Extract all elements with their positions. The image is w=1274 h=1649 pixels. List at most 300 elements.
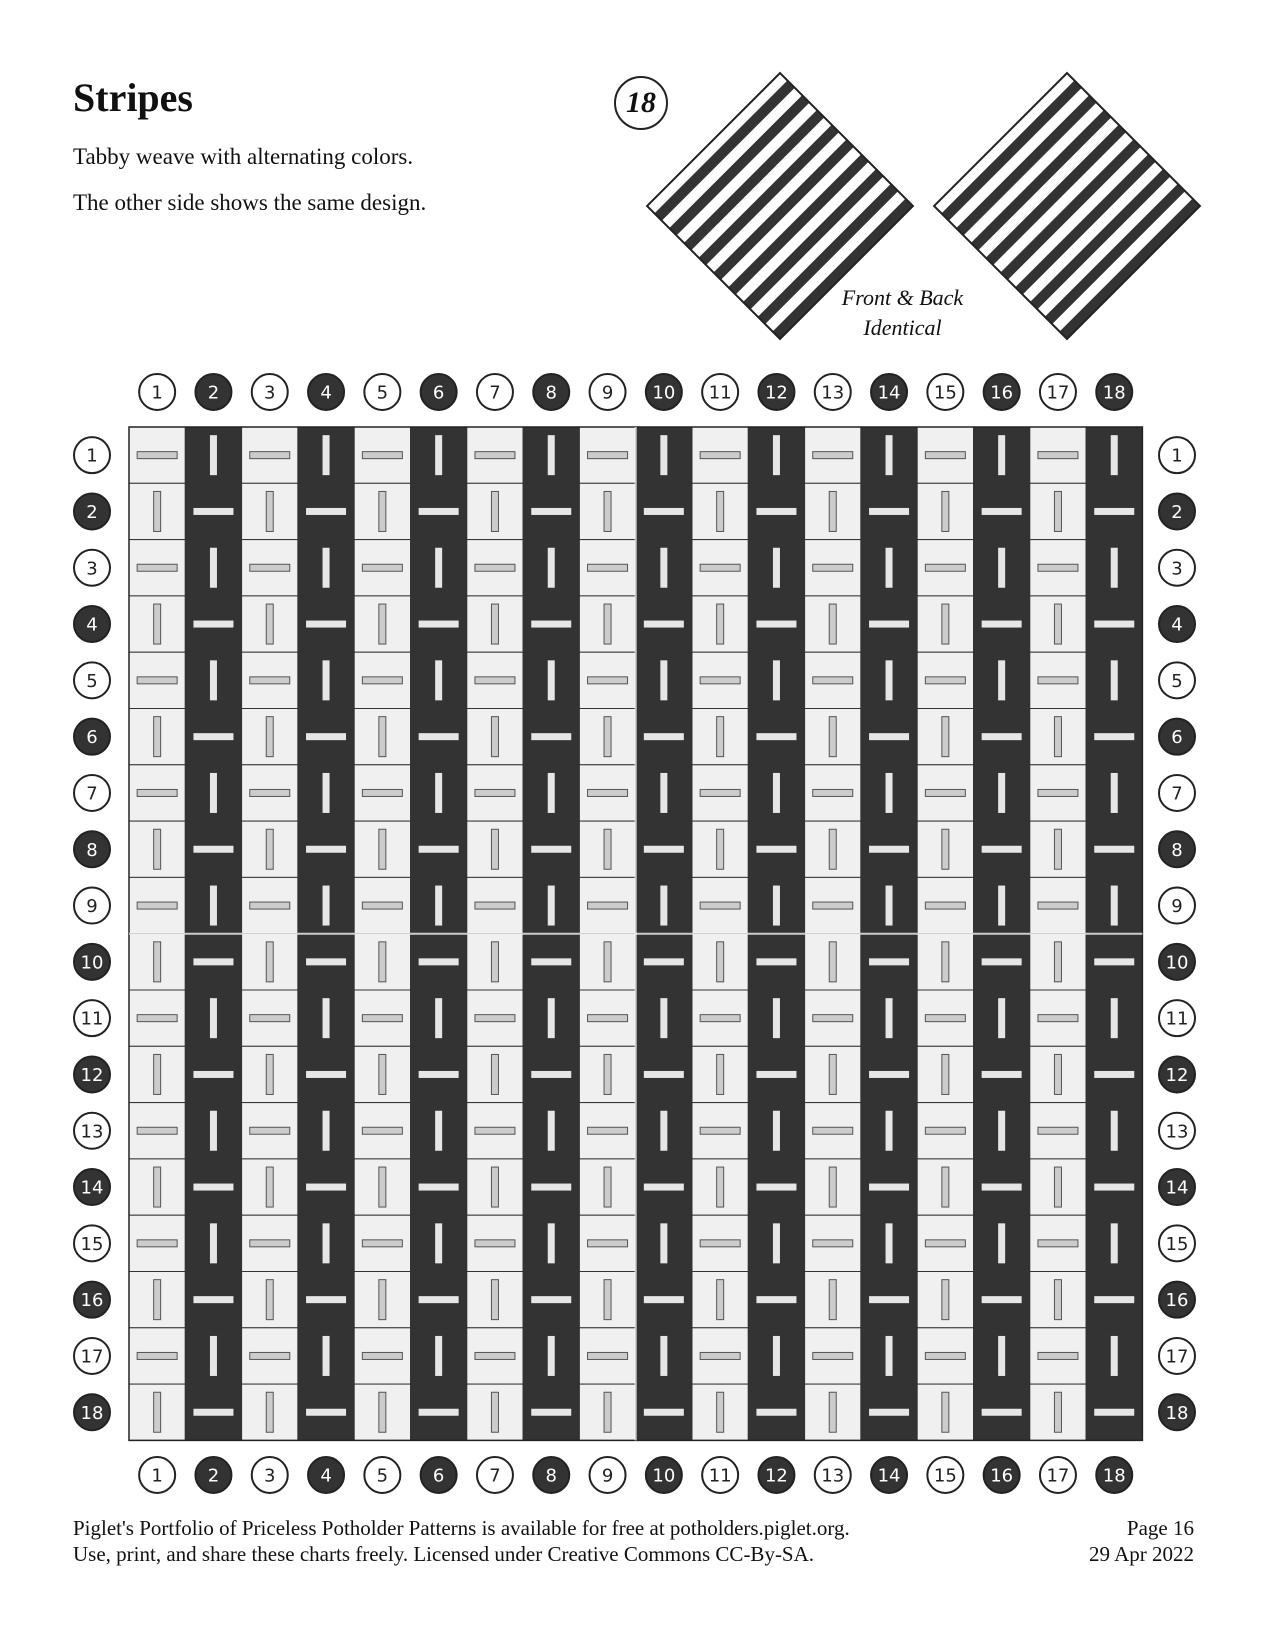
row-number-left xyxy=(74,888,110,924)
cell-mark-vertical xyxy=(1111,773,1118,813)
cell-mark-horizontal xyxy=(419,1409,459,1416)
cell-mark-vertical xyxy=(660,660,667,700)
cell-mark-horizontal xyxy=(644,846,684,853)
cell-mark-vertical xyxy=(210,773,217,813)
cell-mark-horizontal xyxy=(362,789,402,796)
row-number-left-label: 7 xyxy=(86,783,98,805)
cell-mark-horizontal xyxy=(137,1015,177,1022)
row-number-right xyxy=(1159,1338,1195,1374)
cell-mark-vertical xyxy=(1054,1392,1061,1432)
cell-mark-horizontal xyxy=(250,452,290,459)
cell-mark-horizontal xyxy=(362,452,402,459)
cell-mark-vertical xyxy=(717,717,724,757)
cell-mark-vertical xyxy=(604,604,611,644)
cell-mark-horizontal xyxy=(588,1352,628,1359)
column-number-bottom-label: 5 xyxy=(376,1465,389,1487)
column-number-top-label: 15 xyxy=(933,382,957,404)
column-number-bottom xyxy=(758,1457,794,1493)
cell-mark-vertical xyxy=(942,942,949,982)
row-number-right xyxy=(1159,662,1195,698)
cell-mark-horizontal xyxy=(1038,1240,1078,1247)
column-number-bottom xyxy=(1096,1457,1132,1493)
cell-mark-vertical xyxy=(548,773,555,813)
row-number-left xyxy=(74,1225,110,1261)
cell-mark-vertical xyxy=(491,604,498,644)
cell-mark-vertical xyxy=(323,660,330,700)
column-number-top xyxy=(927,374,963,410)
cell-mark-horizontal xyxy=(306,508,346,515)
cell-mark-horizontal xyxy=(475,452,515,459)
footer-license xyxy=(73,1515,850,1567)
column-number-bottom-label: 15 xyxy=(933,1465,957,1487)
row-number-right xyxy=(1159,1394,1195,1430)
cell-mark-vertical xyxy=(435,886,442,926)
cell-mark-vertical xyxy=(323,1111,330,1151)
cell-mark-vertical xyxy=(998,1223,1005,1263)
cell-mark-vertical xyxy=(210,1111,217,1151)
cell-mark-horizontal xyxy=(531,1184,571,1191)
column-number-top-label: 4 xyxy=(320,382,332,404)
cell-mark-vertical xyxy=(154,1167,161,1207)
cell-mark-vertical xyxy=(154,491,161,531)
cell-mark-vertical xyxy=(379,1392,386,1432)
cell-mark-horizontal xyxy=(475,677,515,684)
cell-mark-horizontal xyxy=(193,1071,233,1078)
cell-mark-horizontal xyxy=(869,846,909,853)
cell-mark-horizontal xyxy=(306,733,346,740)
cell-mark-horizontal xyxy=(756,508,796,515)
cell-mark-horizontal xyxy=(306,1409,346,1416)
cell-mark-horizontal xyxy=(982,1071,1022,1078)
cell-mark-vertical xyxy=(1111,886,1118,926)
column-number-bottom xyxy=(195,1457,231,1493)
cell-mark-vertical xyxy=(660,1336,667,1376)
cell-mark-vertical xyxy=(998,1111,1005,1151)
cell-mark-horizontal xyxy=(700,1015,740,1022)
column-number-top xyxy=(195,374,231,410)
column-number-top xyxy=(590,374,626,410)
cell-mark-vertical xyxy=(1111,548,1118,588)
row-number-right-label: 6 xyxy=(1171,727,1183,749)
row-number-right-label: 5 xyxy=(1171,670,1183,692)
cell-mark-horizontal xyxy=(419,1184,459,1191)
cell-mark-horizontal xyxy=(137,677,177,684)
cell-mark-horizontal xyxy=(869,1184,909,1191)
cell-mark-horizontal xyxy=(700,789,740,796)
cell-mark-horizontal xyxy=(419,621,459,628)
cell-mark-vertical xyxy=(829,604,836,644)
cell-mark-vertical xyxy=(717,1392,724,1432)
cell-mark-horizontal xyxy=(475,1240,515,1247)
cell-mark-horizontal xyxy=(1094,733,1134,740)
cell-mark-horizontal xyxy=(982,1184,1022,1191)
row-number-left xyxy=(74,1338,110,1374)
cell-mark-vertical xyxy=(717,1280,724,1320)
cell-mark-horizontal xyxy=(644,621,684,628)
row-number-right xyxy=(1159,1113,1195,1149)
cell-mark-vertical xyxy=(942,604,949,644)
cell-mark-horizontal xyxy=(475,902,515,909)
column-number-top xyxy=(1096,374,1132,410)
cell-mark-vertical xyxy=(435,548,442,588)
cell-mark-vertical xyxy=(660,435,667,475)
cell-mark-horizontal xyxy=(531,958,571,965)
cell-mark-horizontal xyxy=(306,621,346,628)
row-number-right xyxy=(1159,1225,1195,1261)
cell-mark-horizontal xyxy=(1094,1184,1134,1191)
cell-mark-vertical xyxy=(998,886,1005,926)
row-number-left xyxy=(74,831,110,867)
cell-mark-vertical xyxy=(323,998,330,1038)
cell-mark-horizontal xyxy=(419,958,459,965)
column-number-top xyxy=(758,374,794,410)
cell-mark-vertical xyxy=(717,1167,724,1207)
cell-mark-vertical xyxy=(998,773,1005,813)
cell-mark-vertical xyxy=(266,942,273,982)
cell-mark-horizontal xyxy=(700,902,740,909)
cell-mark-horizontal xyxy=(588,564,628,571)
cell-mark-vertical xyxy=(942,491,949,531)
column-number-top xyxy=(984,374,1020,410)
cell-mark-vertical xyxy=(210,435,217,475)
cell-mark-vertical xyxy=(886,773,893,813)
column-number-bottom-label: 11 xyxy=(708,1465,732,1487)
cell-mark-horizontal xyxy=(137,1240,177,1247)
column-number-bottom-label: 18 xyxy=(1102,1465,1126,1487)
row-number-right-label: 4 xyxy=(1171,614,1183,636)
cell-mark-vertical xyxy=(1111,1223,1118,1263)
row-number-left-label: 10 xyxy=(80,952,104,974)
cell-mark-vertical xyxy=(773,886,780,926)
column-number-bottom-label: 12 xyxy=(764,1465,788,1487)
cell-mark-horizontal xyxy=(419,733,459,740)
cell-mark-horizontal xyxy=(982,1296,1022,1303)
cell-mark-vertical xyxy=(323,435,330,475)
row-number-left xyxy=(74,719,110,755)
cell-mark-horizontal xyxy=(813,1127,853,1134)
column-number-bottom xyxy=(533,1457,569,1493)
cell-mark-horizontal xyxy=(137,1127,177,1134)
row-number-left xyxy=(74,1113,110,1149)
cell-mark-horizontal xyxy=(869,733,909,740)
row-number-right xyxy=(1159,1056,1195,1092)
cell-mark-vertical xyxy=(998,435,1005,475)
column-number-top xyxy=(421,374,457,410)
row-number-right xyxy=(1159,606,1195,642)
cell-mark-horizontal xyxy=(700,1127,740,1134)
column-number-bottom-label: 10 xyxy=(652,1465,676,1487)
cell-mark-vertical xyxy=(604,1054,611,1094)
cell-mark-horizontal xyxy=(362,1240,402,1247)
row-number-left xyxy=(74,437,110,473)
cell-mark-horizontal xyxy=(869,958,909,965)
column-number-top-label: 10 xyxy=(652,382,676,404)
column-number-top-label: 5 xyxy=(376,382,389,404)
cell-mark-vertical xyxy=(266,491,273,531)
cell-mark-vertical xyxy=(266,829,273,869)
cell-mark-vertical xyxy=(379,1280,386,1320)
cell-mark-horizontal xyxy=(588,1240,628,1247)
cell-mark-horizontal xyxy=(362,902,402,909)
preview-caption xyxy=(830,283,975,343)
cell-mark-horizontal xyxy=(644,958,684,965)
column-number-bottom-label: 7 xyxy=(489,1465,501,1487)
column-number-top xyxy=(477,374,513,410)
cell-mark-vertical xyxy=(942,1392,949,1432)
cell-mark-horizontal xyxy=(813,564,853,571)
column-number-top-label: 17 xyxy=(1046,382,1070,404)
column-number-bottom-label: 13 xyxy=(821,1465,845,1487)
column-number-top xyxy=(252,374,288,410)
cell-mark-vertical xyxy=(491,1167,498,1207)
cell-mark-horizontal xyxy=(588,677,628,684)
cell-mark-horizontal xyxy=(475,1127,515,1134)
cell-mark-vertical xyxy=(210,548,217,588)
cell-mark-vertical xyxy=(998,660,1005,700)
cell-mark-horizontal xyxy=(982,733,1022,740)
cell-mark-horizontal xyxy=(588,1127,628,1134)
row-number-left-label: 5 xyxy=(86,670,98,692)
column-number-bottom xyxy=(252,1457,288,1493)
row-number-left-label: 18 xyxy=(80,1402,104,1424)
column-number-bottom-label: 1 xyxy=(151,1465,163,1487)
cell-mark-horizontal xyxy=(1038,789,1078,796)
column-number-top-label: 2 xyxy=(207,382,220,404)
cell-mark-horizontal xyxy=(250,1015,290,1022)
column-number-bottom-label: 4 xyxy=(320,1465,332,1487)
row-number-left xyxy=(74,1394,110,1430)
cell-mark-horizontal xyxy=(925,1127,965,1134)
cell-mark-vertical xyxy=(829,1167,836,1207)
column-number-top xyxy=(871,374,907,410)
cell-mark-horizontal xyxy=(700,1352,740,1359)
cell-mark-vertical xyxy=(886,886,893,926)
cell-mark-vertical xyxy=(1054,717,1061,757)
row-number-right-label: 11 xyxy=(1165,1008,1189,1030)
cell-mark-horizontal xyxy=(588,1015,628,1022)
column-number-bottom-label: 3 xyxy=(264,1465,276,1487)
cell-mark-horizontal xyxy=(193,1296,233,1303)
cell-mark-vertical xyxy=(379,1167,386,1207)
column-number-bottom-label: 2 xyxy=(207,1465,220,1487)
cell-mark-horizontal xyxy=(869,1409,909,1416)
cell-mark-horizontal xyxy=(982,508,1022,515)
description-line-1: Tabby weave with alternating colors. xyxy=(73,144,414,169)
column-number-bottom-label: 8 xyxy=(545,1465,557,1487)
cell-mark-horizontal xyxy=(419,1296,459,1303)
page-number: Page 16 xyxy=(1126,1516,1194,1540)
cell-mark-vertical xyxy=(435,1336,442,1376)
cell-mark-vertical xyxy=(435,773,442,813)
row-number-left xyxy=(74,1056,110,1092)
cell-mark-horizontal xyxy=(193,508,233,515)
column-number-bottom-label: 6 xyxy=(432,1465,445,1487)
cell-mark-vertical xyxy=(379,491,386,531)
cell-mark-horizontal xyxy=(193,1409,233,1416)
cell-mark-vertical xyxy=(435,1111,442,1151)
cell-mark-vertical xyxy=(1054,491,1061,531)
cell-mark-horizontal xyxy=(137,789,177,796)
cell-mark-vertical xyxy=(717,942,724,982)
cell-mark-horizontal xyxy=(475,1352,515,1359)
column-number-top-label: 1 xyxy=(151,382,163,404)
column-number-bottom xyxy=(139,1457,175,1493)
cell-mark-vertical xyxy=(717,1054,724,1094)
row-number-right xyxy=(1159,944,1195,980)
cell-mark-vertical xyxy=(435,998,442,1038)
row-number-right-label: 7 xyxy=(1171,783,1183,805)
cell-mark-horizontal xyxy=(531,1409,571,1416)
cell-mark-vertical xyxy=(154,1054,161,1094)
cell-mark-horizontal xyxy=(925,1352,965,1359)
description-line-2: The other side shows the same design. xyxy=(73,190,427,215)
cell-mark-vertical xyxy=(998,1336,1005,1376)
cell-mark-horizontal xyxy=(362,1127,402,1134)
column-number-bottom xyxy=(702,1457,738,1493)
cell-mark-vertical xyxy=(829,1280,836,1320)
cell-mark-horizontal xyxy=(1038,452,1078,459)
cell-mark-horizontal xyxy=(137,902,177,909)
cell-mark-vertical xyxy=(660,886,667,926)
cell-mark-horizontal xyxy=(362,677,402,684)
cell-mark-vertical xyxy=(604,1280,611,1320)
cell-mark-vertical xyxy=(604,491,611,531)
page-title: Stripes xyxy=(73,75,193,120)
row-number-right-label: 15 xyxy=(1165,1233,1189,1255)
cell-mark-horizontal xyxy=(250,1240,290,1247)
cell-mark-horizontal xyxy=(137,1352,177,1359)
cell-mark-vertical xyxy=(660,1223,667,1263)
cell-mark-horizontal xyxy=(925,452,965,459)
cell-mark-vertical xyxy=(829,942,836,982)
row-number-right-label: 1 xyxy=(1171,445,1183,467)
column-number-top-label: 12 xyxy=(764,382,788,404)
cell-mark-vertical xyxy=(379,829,386,869)
cell-mark-horizontal xyxy=(475,564,515,571)
cell-mark-vertical xyxy=(1111,435,1118,475)
cell-mark-vertical xyxy=(829,1054,836,1094)
cell-mark-vertical xyxy=(773,773,780,813)
cell-mark-horizontal xyxy=(137,564,177,571)
row-number-left xyxy=(74,662,110,698)
column-number-top xyxy=(1040,374,1076,410)
cell-mark-horizontal xyxy=(1094,1071,1134,1078)
cell-mark-vertical xyxy=(1111,660,1118,700)
column-number-bottom xyxy=(646,1457,682,1493)
cell-mark-horizontal xyxy=(700,677,740,684)
cell-mark-horizontal xyxy=(531,846,571,853)
cell-mark-horizontal xyxy=(925,677,965,684)
column-number-top-label: 16 xyxy=(990,382,1014,404)
row-number-left-label: 1 xyxy=(86,445,98,467)
column-number-top xyxy=(139,374,175,410)
cell-mark-vertical xyxy=(323,1223,330,1263)
cell-mark-horizontal xyxy=(1094,1296,1134,1303)
cell-mark-horizontal xyxy=(982,846,1022,853)
footer-line-2: Use, print, and share these charts freely. Licensed under Creative Commons CC-By-SA. xyxy=(73,1542,815,1566)
cell-mark-vertical xyxy=(773,1111,780,1151)
row-number-left-label: 2 xyxy=(86,501,98,523)
cell-mark-horizontal xyxy=(250,1127,290,1134)
cell-mark-horizontal xyxy=(644,1184,684,1191)
row-number-left-label: 8 xyxy=(86,839,98,861)
cell-mark-vertical xyxy=(210,1336,217,1376)
cell-mark-vertical xyxy=(886,998,893,1038)
column-number-top-label: 14 xyxy=(877,382,901,404)
cell-mark-vertical xyxy=(154,1280,161,1320)
cell-mark-vertical xyxy=(773,548,780,588)
cell-mark-vertical xyxy=(491,829,498,869)
row-number-left xyxy=(74,1169,110,1205)
cell-mark-vertical xyxy=(1111,1336,1118,1376)
cell-mark-horizontal xyxy=(644,1409,684,1416)
cell-mark-vertical xyxy=(548,548,555,588)
cell-mark-vertical xyxy=(660,998,667,1038)
cell-mark-horizontal xyxy=(813,452,853,459)
row-number-right-label: 12 xyxy=(1165,1064,1189,1086)
cell-mark-vertical xyxy=(210,886,217,926)
cell-mark-vertical xyxy=(1054,1280,1061,1320)
cell-mark-vertical xyxy=(829,1392,836,1432)
column-number-bottom xyxy=(984,1457,1020,1493)
cell-mark-vertical xyxy=(773,1223,780,1263)
row-number-left-label: 11 xyxy=(80,1008,104,1030)
cell-mark-horizontal xyxy=(250,789,290,796)
cell-mark-horizontal xyxy=(756,1296,796,1303)
column-number-top xyxy=(815,374,851,410)
cell-mark-vertical xyxy=(548,435,555,475)
cell-mark-vertical xyxy=(829,491,836,531)
cell-mark-vertical xyxy=(154,1392,161,1432)
cell-mark-vertical xyxy=(491,942,498,982)
column-number-top xyxy=(646,374,682,410)
preview-caption-line-1: Front & Back xyxy=(841,285,964,310)
row-number-left-label: 17 xyxy=(80,1346,104,1368)
row-number-left xyxy=(74,1282,110,1318)
cell-mark-vertical xyxy=(773,435,780,475)
cell-mark-horizontal xyxy=(756,846,796,853)
column-number-bottom xyxy=(815,1457,851,1493)
cell-mark-vertical xyxy=(886,435,893,475)
cell-mark-horizontal xyxy=(925,1015,965,1022)
cell-mark-horizontal xyxy=(925,789,965,796)
cell-mark-horizontal xyxy=(869,1296,909,1303)
cell-mark-horizontal xyxy=(1094,508,1134,515)
column-number-bottom xyxy=(1040,1457,1076,1493)
cell-mark-vertical xyxy=(379,1054,386,1094)
cell-mark-vertical xyxy=(942,717,949,757)
cell-mark-vertical xyxy=(886,660,893,700)
row-number-right-label: 13 xyxy=(1165,1121,1189,1143)
row-number-left-label: 6 xyxy=(86,727,98,749)
cell-mark-horizontal xyxy=(306,958,346,965)
cell-mark-vertical xyxy=(210,998,217,1038)
cell-mark-vertical xyxy=(886,1336,893,1376)
row-number-right xyxy=(1159,719,1195,755)
cell-mark-horizontal xyxy=(193,958,233,965)
cell-mark-vertical xyxy=(210,660,217,700)
cell-mark-vertical xyxy=(1054,604,1061,644)
column-number-bottom xyxy=(871,1457,907,1493)
cell-mark-vertical xyxy=(266,1167,273,1207)
column-number-top-label: 18 xyxy=(1102,382,1126,404)
cell-mark-vertical xyxy=(886,1223,893,1263)
cell-mark-vertical xyxy=(604,942,611,982)
cell-mark-vertical xyxy=(773,998,780,1038)
cell-mark-horizontal xyxy=(193,621,233,628)
footer-page-info xyxy=(1089,1515,1194,1567)
cell-mark-horizontal xyxy=(531,733,571,740)
